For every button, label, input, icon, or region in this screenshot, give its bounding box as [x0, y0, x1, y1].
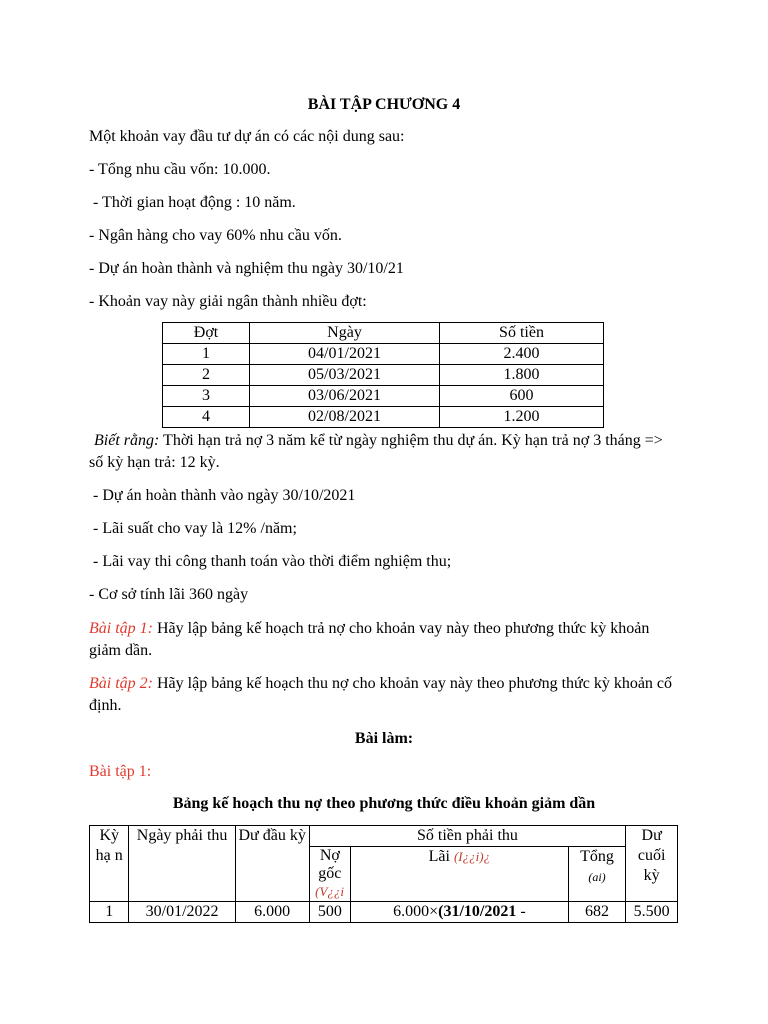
- table-cell: 02/08/2021: [250, 407, 440, 428]
- table-header-row: [163, 323, 604, 344]
- principal-label: Nợ gốc: [318, 847, 342, 882]
- condition-line: - Lãi vay thi công thanh toán vào thời điểm nghiệm thu;: [89, 553, 452, 570]
- column-header-end-balance: Dư cuối kỳ: [626, 826, 678, 902]
- table-row: [163, 407, 604, 428]
- column-header-total: [568, 847, 626, 902]
- known-label: Biết rằng:: [94, 432, 160, 449]
- principal-symbol: (V¿¿i: [315, 884, 345, 899]
- table-cell: 600: [440, 386, 604, 407]
- repayment-plan-table: [89, 825, 678, 923]
- table-cell: 1: [90, 902, 129, 923]
- table-cell: 2.400: [440, 344, 604, 365]
- table-row: [163, 344, 604, 365]
- column-header-begin-balance: Dư đầu kỳ: [235, 826, 309, 902]
- known-text: Thời hạn trả nợ 3 năm kể từ ngày nghiệm thu dự án. Kỳ hạn trả nợ 3 tháng => số kỳ hạn trả: 12 kỳ.: [89, 432, 663, 471]
- total-symbol: (ai): [588, 870, 606, 884]
- table-cell: 05/03/2021: [250, 365, 440, 386]
- column-header-period: Kỳ hạ n: [90, 826, 129, 902]
- known-paragraph: [89, 430, 679, 474]
- table-cell: 1.800: [440, 365, 604, 386]
- condition-line: - Cơ sở tính lãi 360 ngày: [89, 586, 249, 603]
- exercise1-label: Bài tập 1:: [89, 620, 153, 637]
- interest-label: Lãi: [428, 848, 450, 865]
- table-header-row: [90, 826, 678, 847]
- table-row: [90, 902, 678, 923]
- disbursement-table: [162, 322, 604, 428]
- table-row: [163, 365, 604, 386]
- table-cell: 1.200: [440, 407, 604, 428]
- table-cell: 30/01/2022: [129, 902, 235, 923]
- solution-exercise1-label: Bài tập 1:: [89, 763, 152, 780]
- interest-prefix: 6.000×: [393, 903, 439, 920]
- table-cell: 1: [163, 344, 250, 365]
- exercise2-label: Bài tập 2:: [89, 675, 153, 692]
- table-row: [163, 386, 604, 407]
- table-cell: 4: [163, 407, 250, 428]
- table-cell: 04/01/2021: [250, 344, 440, 365]
- total-label: Tổng: [580, 848, 614, 865]
- fact-line: - Ngân hàng cho vay 60% nhu cầu vốn.: [89, 227, 342, 244]
- condition-line: - Dự án hoàn thành vào ngày 30/10/2021: [89, 487, 356, 504]
- fact-line: - Dự án hoàn thành và nghiệm thu ngày 30/10/21: [89, 260, 404, 277]
- exercise2-text: Hãy lập bảng kế hoạch thu nợ cho khoản vay này theo phương thức kỳ khoản cố định.: [89, 675, 673, 714]
- table-cell: 2: [163, 365, 250, 386]
- interest-symbol: (I¿¿i)¿: [453, 849, 491, 864]
- column-header-date: Ngày phải thu: [129, 826, 235, 902]
- exercise2-paragraph: [89, 673, 689, 717]
- column-header-principal: [309, 847, 350, 902]
- column-header-amount-due: Số tiền phải thu: [309, 826, 626, 847]
- fact-line: - Thời gian hoạt động : 10 năm.: [89, 194, 296, 211]
- column-header: Đợt: [163, 323, 250, 344]
- fact-line: - Tổng nhu cầu vốn: 10.000.: [89, 161, 271, 178]
- exercise1-text: Hãy lập bảng kế hoạch trả nợ cho khoản vay này theo phương thức kỳ khoản giảm dần.: [89, 620, 650, 659]
- interest-date-bold: (31/10/2021: [438, 903, 517, 920]
- table-cell: 3: [163, 386, 250, 407]
- column-header: Số tiền: [440, 323, 604, 344]
- column-header: Ngày: [250, 323, 440, 344]
- table-cell: 03/06/2021: [250, 386, 440, 407]
- condition-line: - Lãi suất cho vay là 12% /năm;: [89, 520, 297, 537]
- fact-line: - Khoản vay này giải ngân thành nhiều đợt:: [89, 293, 367, 310]
- table-cell: 6.000: [235, 902, 309, 923]
- page-title: BÀI TẬP CHƯƠNG 4: [307, 96, 461, 113]
- table-cell: 5.500: [626, 902, 678, 923]
- exercise1-paragraph: [89, 618, 679, 662]
- plan-table-title: Bảng kế hoạch thu nợ theo phương thức điều khoản giảm dần: [172, 795, 596, 812]
- solution-heading: Bài làm:: [354, 730, 414, 747]
- intro-text: Một khoản vay đầu tư dự án có các nội dung sau:: [89, 128, 405, 145]
- interest-suffix: -: [516, 903, 526, 920]
- interest-formula-cell: [351, 902, 569, 923]
- column-header-interest: [351, 847, 569, 902]
- table-cell: 500: [309, 902, 350, 923]
- table-cell: 682: [568, 902, 626, 923]
